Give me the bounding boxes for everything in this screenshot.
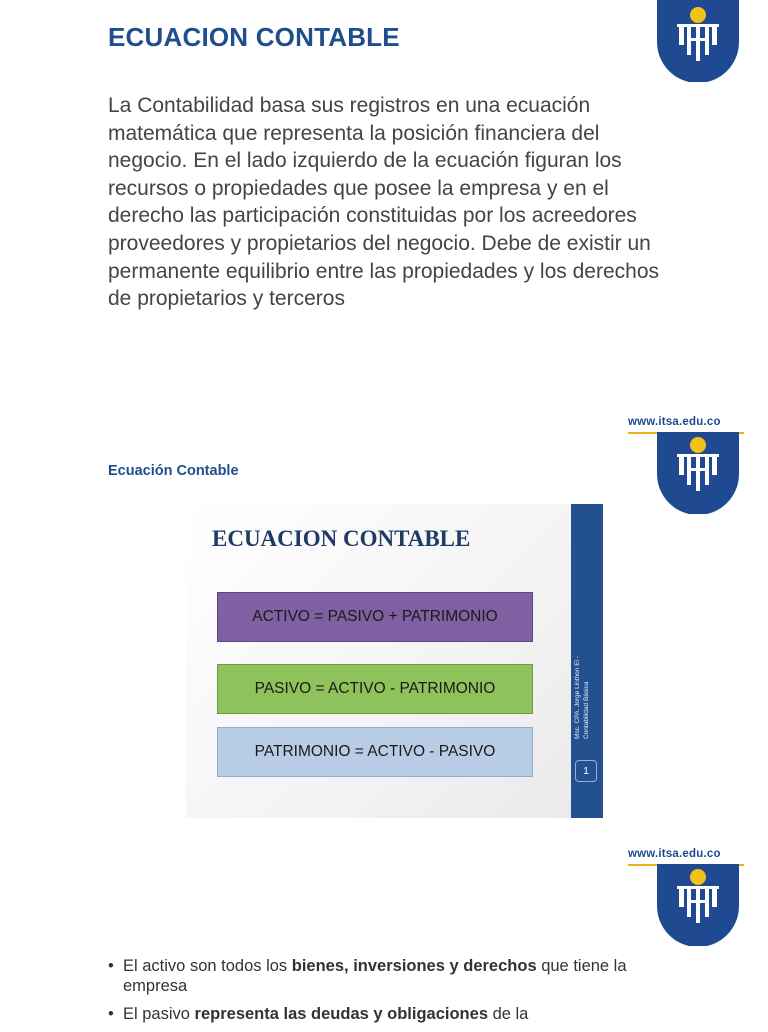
section-label: Ecuación Contable: [108, 463, 239, 479]
itsa-logo-icon: [657, 864, 739, 951]
equation-patrimonio: PATRIMONIO = ACTIVO - PASIVO: [217, 727, 533, 777]
equation-activo: ACTIVO = PASIVO + PATRIMONIO: [217, 592, 533, 642]
author-credit: [573, 656, 591, 739]
website-url: [628, 848, 721, 860]
list-item: [108, 1004, 668, 1024]
url-prefix: www.: [628, 848, 659, 860]
intro-paragraph: La Contabilidad basa sus registros en una ecuación matemática que representa la posición financiera del negocio. En el lado izquierdo de la ecuación figuran los recursos o propiedades que posee la empresa y en el derecho las participación constituidas por los acreedores proveedores y propietarios del negocio. Debe de existir un permanente equilibrio entre las propiedades y los derechos de propietarios y terceros: [108, 94, 660, 311]
url-brand: itsa: [658, 848, 680, 860]
embedded-slide-image: [186, 504, 603, 818]
slide-1: [0, 0, 768, 400]
slide-3: [0, 830, 768, 1024]
url-brand: itsa: [658, 416, 680, 428]
itsa-logo-icon: [657, 0, 739, 87]
website-url: [628, 416, 721, 428]
bullet-text: que tiene la empresa: [123, 957, 627, 995]
bullet-bold-text: representa las deudas y obligaciones: [194, 1005, 488, 1023]
equation-pasivo: PASIVO = ACTIVO - PATRIMONIO: [217, 664, 533, 714]
bullet-text: El pasivo: [123, 1005, 195, 1023]
bullet-bold-text: bienes, inversiones y derechos: [291, 957, 537, 975]
list-item: [108, 956, 668, 996]
author-line-1: Msc. CPA. Jorge Linthon El -: [574, 656, 581, 739]
bullet-text: de la: [488, 1005, 529, 1023]
itsa-logo-icon: [657, 432, 739, 519]
embedded-page-number: 1: [575, 760, 597, 782]
url-prefix: www.: [628, 416, 659, 428]
embedded-side-bar: [571, 504, 603, 818]
url-suffix: .edu.co: [679, 848, 721, 860]
url-suffix: .edu.co: [679, 416, 721, 428]
author-line-2: Contabilidad Básica: [583, 681, 590, 739]
definitions-list: [108, 956, 668, 1032]
page-title: ECUACION CONTABLE: [108, 22, 400, 52]
slide-2: [0, 400, 768, 830]
embedded-slide-title: ECUACION CONTABLE: [212, 526, 471, 551]
bullet-text: El activo son todos los: [123, 957, 292, 975]
